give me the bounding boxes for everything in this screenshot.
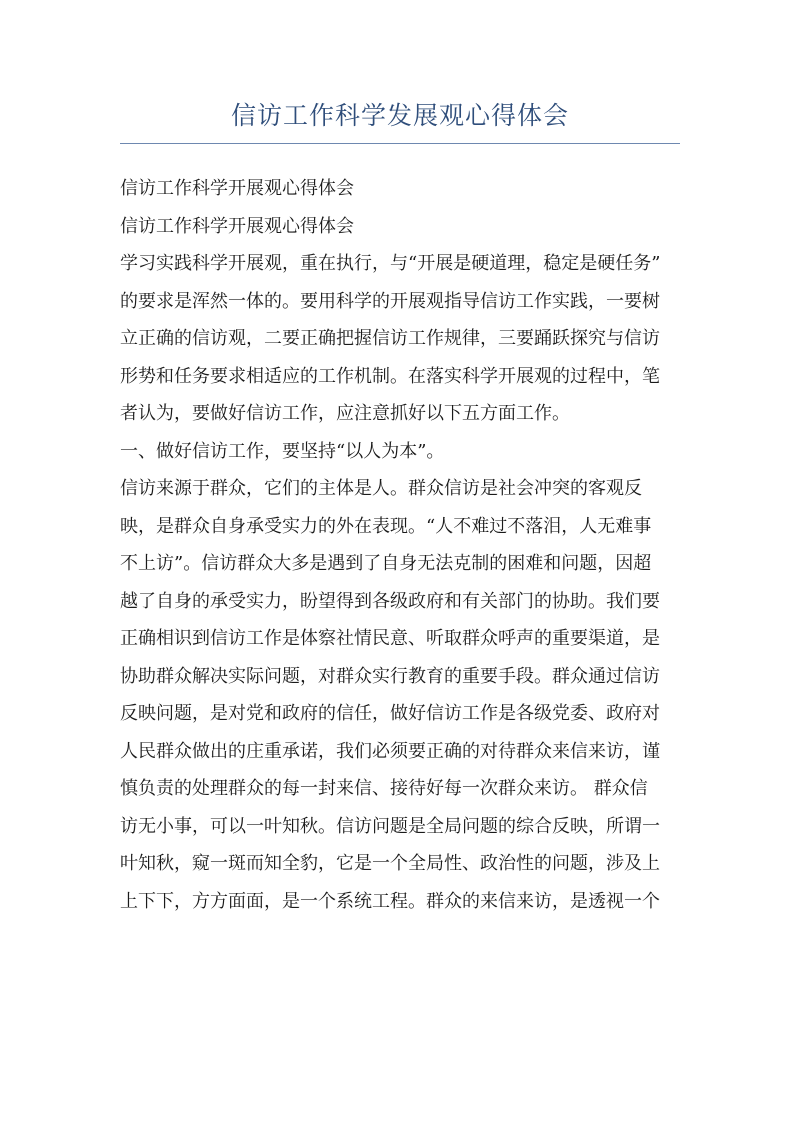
body-line: 信访工作科学开展观心得体会 [120,215,354,237]
body-line: 学习实践科学开展观，重在执行，与“开展是硬道理，稳定是硬任务” [120,253,661,274]
body-line: 协助群众解决实际问题，对群众实行教育的重要手段。群众通过信访 [120,665,660,687]
body-line: 慎负责的处理群众的每一封来信、接待好每一次群众来访。 群众信 [120,778,648,799]
body-line: 访无小事，可以一叶知秋。信访问题是全局问题的综合反映，所谓一 [120,815,660,837]
body-line: 信访来源于群众，它们的主体是人。群众信访是社会冲突的客观反 [120,478,642,499]
body-line: 叶知秋，窥一斑而知全豹，它是一个全局性、政治性的问题，涉及上 [120,853,660,874]
section-heading: 一、做好信访工作，要坚持“以人为本”。 [120,440,445,462]
document-title: 信访工作科学发展观心得体会 [230,101,569,130]
body-line: 越了自身的承受实力，盼望得到各级政府和有关部门的协助。我们要 [120,590,660,612]
document-body [120,170,682,920]
body-line: 正确相识到信访工作是体察社情民意、听取群众呼声的重要渠道，是 [120,628,660,649]
body-line: 者认为，要做好信访工作，应注意抓好以下五方面工作。 [120,403,570,424]
body-line: 不上访”。信访群众大多是遇到了自身无法克制的困难和问题，因超 [120,553,652,574]
title-divider [120,143,680,144]
body-line: 人民群众做出的庄重承诺，我们必须要正确的对待群众来信来访，谨 [120,740,660,762]
body-line: 上下下，方方面面，是一个系统工程。群众的来信来访，是透视一个 [120,890,660,912]
body-line: 的要求是浑然一体的。要用科学的开展观指导信访工作实践，一要树 [120,290,660,312]
body-line: 立正确的信访观，二要正确把握信访工作规律，三要踊跃探究与信访 [120,328,660,349]
body-line: 形势和任务要求相适应的工作机制。在落实科学开展观的过程中，笔 [120,365,660,387]
body-line: 反映问题，是对党和政府的信任，做好信访工作是各级党委、政府对 [120,703,660,724]
body-line: 信访工作科学开展观心得体会 [120,178,354,199]
body-line: 映，是群众自身承受实力的外在表现。“人不难过不落泪，人无难事 [120,515,652,537]
